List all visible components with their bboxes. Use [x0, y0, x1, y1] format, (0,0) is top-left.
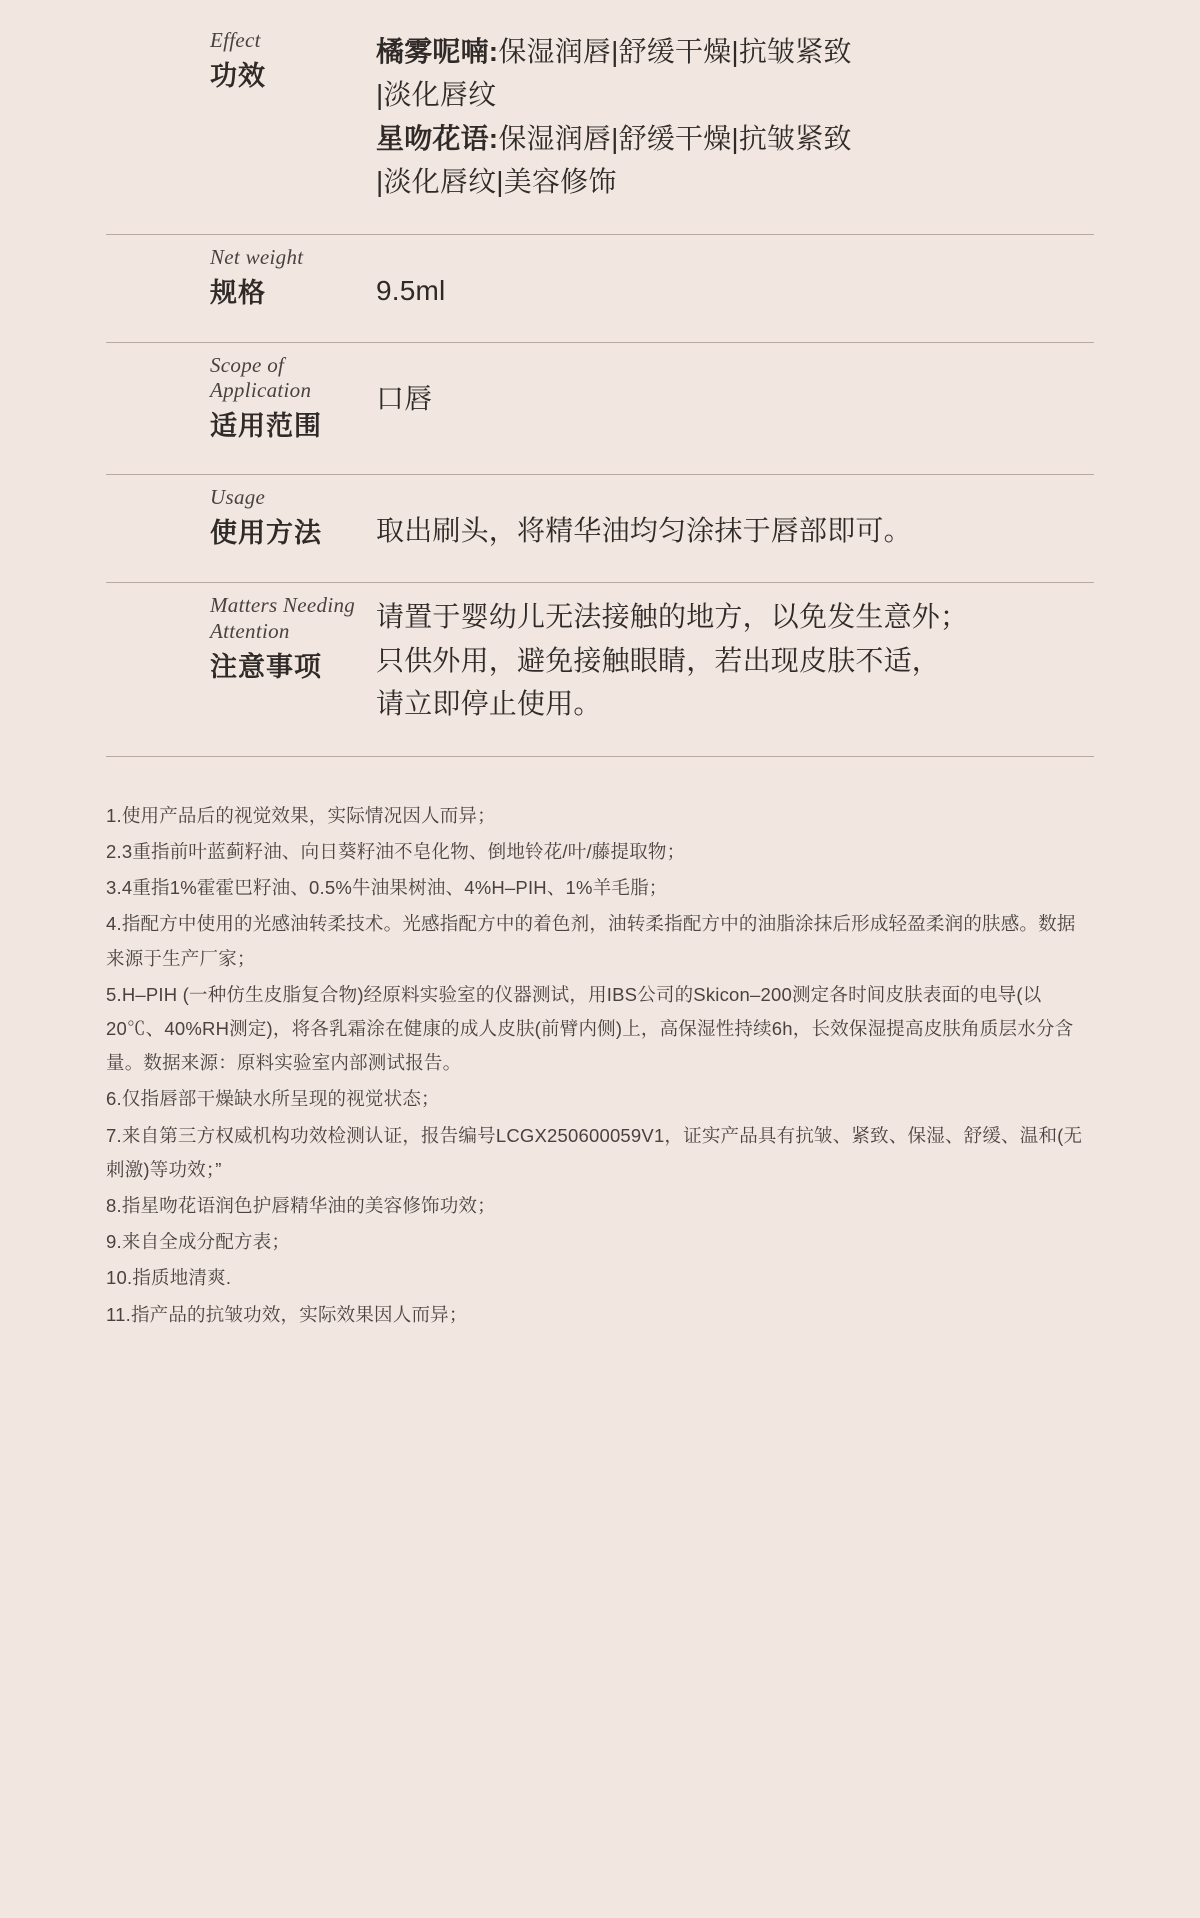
- spec-label-group: [106, 245, 376, 311]
- spec-row-usage: [106, 475, 1094, 582]
- spec-value-usage: [376, 485, 1094, 552]
- spec-row-net-weight: [106, 235, 1094, 342]
- value-line-text: 请立即停止使用。: [376, 688, 602, 720]
- value-line: [376, 639, 1094, 682]
- footnote-item: 5.H–PIH (一种仿生皮脂复合物)经原料实验室的仪器测试，用IBS公司的Skicon–200测定各时间皮肤表面的电导(以20℃、40%RH测定)，将各乳霜涂在健康的成人皮肤(前臂内侧)上，高保湿性持续6h，长效保湿提高皮肤角质层水分含量。数据来源：原料实验室内部测试报告。: [106, 983, 1074, 1074]
- spec-label-cn: 使用方法: [210, 518, 322, 549]
- footnote-item: 2.3重指前叶蓝蓟籽油、向日葵籽油不皂化物、倒地铃花/叶/藤提取物；: [106, 840, 686, 862]
- value-line-text: 9.5ml: [376, 274, 446, 306]
- spec-value-net-weight: [376, 245, 1094, 312]
- footnote-item: 6.仅指唇部干燥缺水所呈现的视觉状态；: [106, 1088, 440, 1110]
- value-line-text: 保湿润唇|舒缓干燥|抗皱紧致: [498, 122, 852, 154]
- value-line: [376, 595, 1094, 638]
- spec-label-cn: 适用范围: [210, 411, 322, 442]
- spec-label-en: Scope of Application: [210, 352, 312, 403]
- footnotes-list: [106, 757, 1094, 1394]
- value-line: [376, 30, 1094, 73]
- value-line: [376, 160, 1094, 203]
- spec-row-scope: [106, 343, 1094, 474]
- value-line-text: 取出刷头，将精华油均匀涂抹于唇部即可。: [376, 515, 912, 547]
- spec-label-cn: 规格: [210, 277, 266, 308]
- spec-label-group: [106, 485, 376, 551]
- spec-label-en: Matters Needing Attention: [210, 593, 356, 643]
- footnote-item: 10.指质地清爽.: [106, 1267, 232, 1289]
- value-line: [376, 682, 1094, 725]
- spec-value-scope: [376, 353, 1094, 420]
- value-line-text: |淡化唇纹|美容修饰: [376, 166, 617, 198]
- value-line-text: |淡化唇纹: [376, 79, 497, 111]
- spec-label-cn: 功效: [210, 61, 266, 92]
- value-line-text: 请置于婴幼儿无法接触的地方，以免发生意外；: [376, 601, 969, 633]
- spec-label-group: [106, 593, 376, 684]
- spec-label-cn: 注意事项: [210, 651, 322, 682]
- value-line-text: 口唇: [376, 382, 433, 414]
- value-line: [376, 73, 1094, 116]
- value-line: [376, 377, 1094, 420]
- spec-value-effect: [376, 28, 1094, 204]
- spec-label-group: [106, 353, 376, 444]
- value-line: [376, 117, 1094, 160]
- value-line: [376, 269, 1094, 312]
- footnote-item: 11.指产品的抗皱功效，实际效果因人而异；: [106, 1303, 468, 1325]
- spec-row-attention: [106, 583, 1094, 755]
- value-line: [376, 509, 1094, 552]
- spec-label-group: [106, 28, 376, 94]
- spec-label-en: Usage: [210, 485, 266, 510]
- value-line-text: 保湿润唇|舒缓干燥|抗皱紧致: [498, 36, 852, 67]
- footnote-item: 7.来自第三方权威机构功效检测认证，报告编号LCGX250600059V1，证实产品具有抗皱、紧致、保湿、舒缓、温和(无刺激)等功效；”: [106, 1124, 1083, 1180]
- footnote-item: 8.指星吻花语润色护唇精华油的美容修饰功效；: [106, 1195, 496, 1217]
- footnote-item: 1.使用产品后的视觉效果，实际情况因人而异；: [106, 804, 496, 826]
- value-line-text: 只供外用，避免接触眼睛，若出现皮肤不适，: [376, 644, 941, 676]
- spec-table: [106, 18, 1094, 757]
- spec-row-effect: [106, 18, 1094, 234]
- spec-value-attention: [376, 593, 1094, 725]
- footnote-item: 3.4重指1%霍霍巴籽油、0.5%牛油果树油、4%H–PIH、1%羊毛脂；: [106, 877, 668, 899]
- value-line-strong: 星吻花语:: [376, 122, 499, 154]
- spec-label-en: Effect: [210, 28, 261, 52]
- value-line-strong: 橘雾呢喃:: [376, 36, 499, 67]
- footnote-item: 9.来自全成分配方表；: [106, 1231, 291, 1253]
- footnote-item: 4.指配方中使用的光感油转柔技术。光感指配方中的着色剂，油转柔指配方中的油脂涂抹后形成轻盈柔润的肤感。数据来源于生产厂家；: [106, 913, 1076, 969]
- spec-label-en: Net weight: [210, 244, 304, 269]
